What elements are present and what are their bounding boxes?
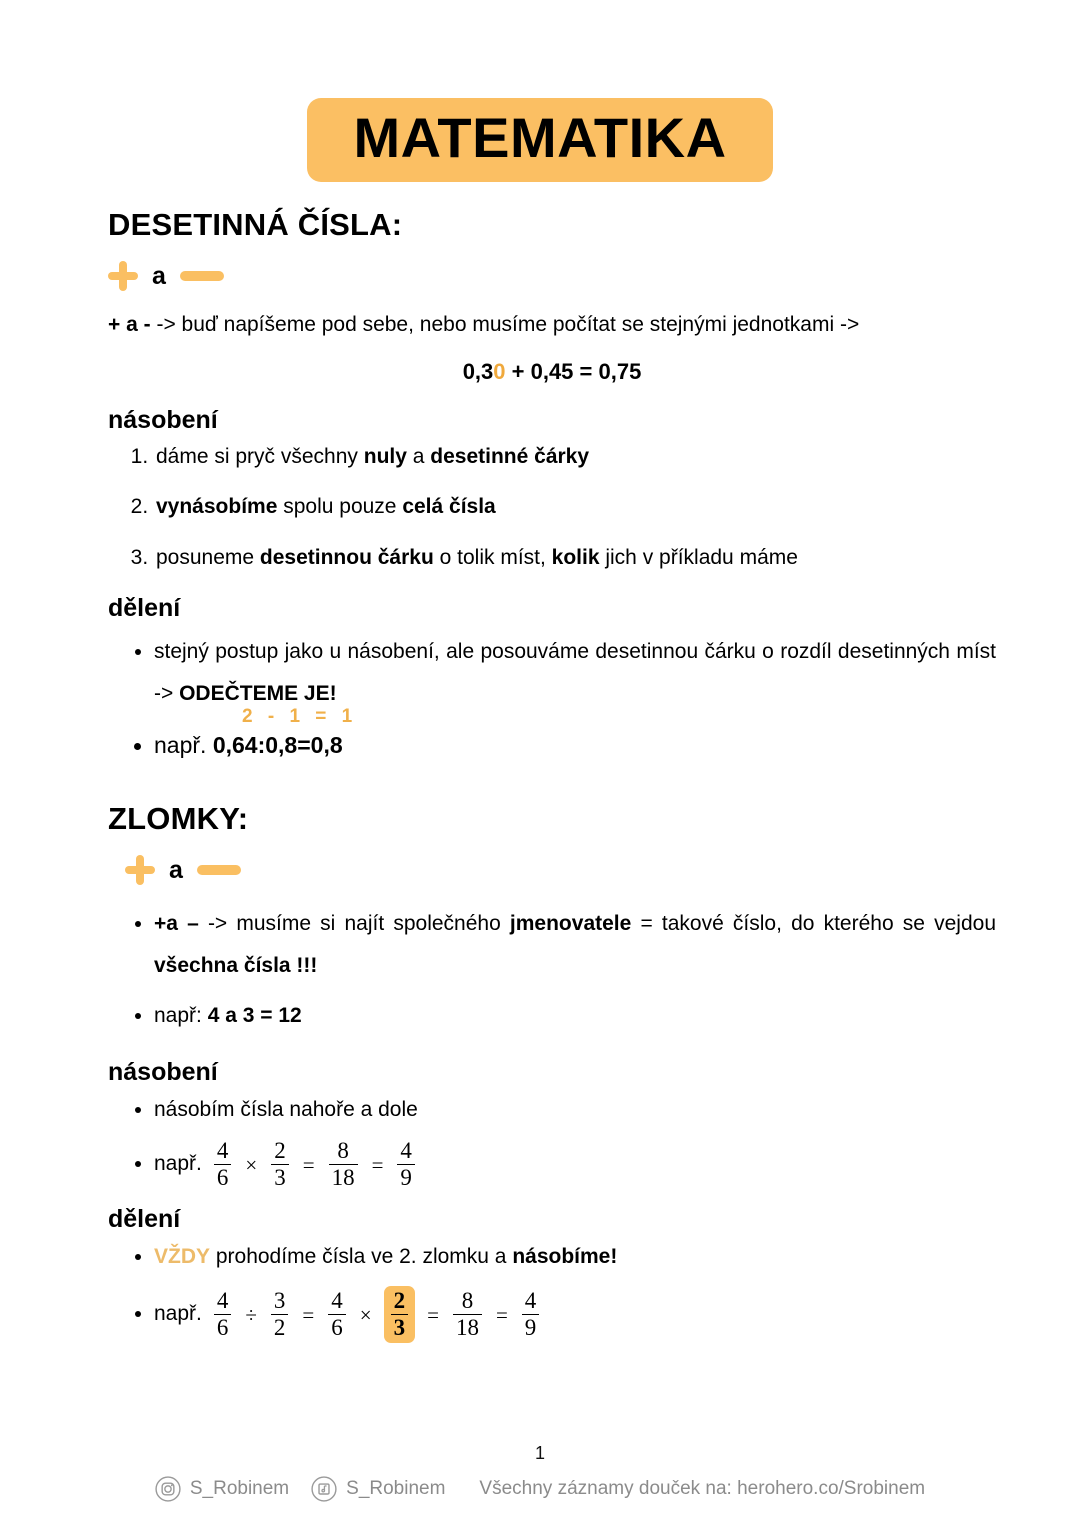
step-text: jich v příkladu máme — [599, 545, 798, 569]
math-operator: ÷ — [245, 1302, 257, 1327]
rule-bold: 4 a 3 = 12 — [207, 1004, 302, 1028]
rule-text: = takové číslo, do kterého se vejdou — [631, 912, 996, 936]
conjunction-label: a — [152, 261, 166, 290]
example-value: 0,64:0,8=0,8 — [212, 731, 343, 758]
rule-text: -> musíme si najít společného — [207, 912, 510, 936]
fractions-add-list — [108, 903, 996, 1031]
subheading-decimals-multiply: násobení — [108, 405, 218, 434]
equation-before: 0,3 — [462, 358, 494, 384]
decimals-rule-text: -> buď napíšeme pod sebe, nebo musíme počítat se stejnými jednotkami -> — [156, 313, 860, 337]
content-column — [108, 206, 996, 1357]
list-item — [154, 442, 996, 472]
list-item-example — [154, 705, 996, 762]
math-operator: = — [302, 1152, 315, 1177]
fraction-numerator: 4 — [216, 1288, 229, 1314]
minus-icon — [197, 865, 241, 875]
list-item-example — [154, 1139, 996, 1190]
fraction-denominator: 2 — [271, 1314, 289, 1340]
plus-minus-row-fractions — [125, 847, 996, 893]
example-label: např. — [154, 1152, 202, 1176]
fraction — [212, 1289, 234, 1340]
decimals-divide-list — [108, 631, 996, 762]
step-text: posuneme — [156, 545, 260, 569]
rule-text: např: — [154, 1004, 208, 1028]
page-title: MATEMATIKA — [307, 98, 772, 182]
fraction-denominator: 6 — [328, 1314, 346, 1340]
fraction-denominator: 3 — [391, 1314, 409, 1340]
fraction-expression-divide — [212, 1286, 541, 1343]
fraction — [212, 1139, 234, 1190]
fraction-numerator: 4 — [400, 1138, 412, 1164]
fraction-expression-multiply — [212, 1139, 417, 1190]
fraction — [269, 1289, 291, 1340]
fractions-multiply-list — [108, 1095, 996, 1191]
step-bold: desetinnou čárku — [259, 545, 434, 569]
step-text: o tolik míst, — [433, 545, 552, 569]
section-heading-fractions: ZLOMKY: — [108, 800, 249, 836]
list-item — [154, 1001, 996, 1031]
tiktok-icon — [311, 1476, 337, 1502]
fraction-denominator: 18 — [453, 1314, 482, 1340]
fraction-numerator: 4 — [216, 1138, 229, 1164]
subheading-decimals-divide: dělení — [108, 594, 181, 623]
fraction-denominator: 18 — [329, 1164, 358, 1190]
page-number: 1 — [534, 1443, 545, 1463]
title-area — [0, 98, 1080, 182]
decimals-rule-prefix: + a - — [108, 313, 157, 337]
footer — [0, 1476, 1080, 1502]
example-label: např. — [154, 1302, 202, 1326]
fraction-numerator: 4 — [524, 1288, 537, 1314]
plus-icon — [108, 261, 138, 291]
step-bold: nuly — [363, 444, 407, 468]
fraction-numerator: 2 — [393, 1288, 406, 1314]
fraction-numerator: 4 — [331, 1288, 343, 1314]
example-label: např. — [154, 731, 213, 758]
fractions-divide-list — [108, 1242, 996, 1344]
step-text: a — [406, 444, 431, 468]
rule-bold: jmenovatele — [509, 912, 632, 936]
subheading-fractions-multiply: násobení — [108, 1058, 218, 1087]
footer-instagram[interactable] — [155, 1476, 289, 1502]
equation-added-zero: 0 — [493, 358, 506, 384]
step-bold: vynásobíme — [156, 495, 278, 519]
divide-rule-bold: násobíme! — [512, 1244, 618, 1268]
conjunction-label: a — [169, 855, 183, 884]
equation-after: + 0,45 = 0,75 — [505, 358, 642, 384]
rule-bold: všechna čísla !!! — [154, 954, 318, 978]
fraction-numerator: 8 — [461, 1288, 474, 1314]
list-item — [154, 903, 996, 987]
instagram-handle: S_Robinem — [189, 1478, 290, 1499]
divide-rule-accent: VŽDY — [154, 1244, 211, 1268]
math-operator: × — [245, 1152, 258, 1177]
decimals-addsub-rule — [108, 309, 996, 341]
section-heading-decimals: DESETINNÁ ČÍSLA: — [108, 207, 403, 242]
divide-rule-text: prohodíme čísla ve 2. zlomku a — [210, 1244, 513, 1268]
decimals-multiply-steps — [108, 442, 996, 573]
plus-minus-row-decimals — [108, 253, 996, 299]
example-annotation: • 2 - 1 = 1 — [242, 705, 358, 727]
divide-rule-text: stejný postup jako u násobení, ale posouváme desetinnou čárku o rozdíl desetinných míst -> — [154, 639, 996, 705]
math-operator: × — [359, 1302, 372, 1327]
instagram-icon — [155, 1476, 181, 1502]
math-operator: = — [427, 1302, 439, 1327]
step-bold: kolik — [551, 545, 600, 569]
plus-icon — [125, 855, 155, 885]
math-operator: = — [302, 1302, 315, 1327]
divide-rule-bold: ODEČTEME JE! — [179, 681, 337, 705]
subheading-fractions-divide: dělení — [108, 1205, 181, 1234]
fraction-highlighted — [384, 1286, 416, 1343]
fraction-numerator: 3 — [273, 1288, 286, 1314]
list-item — [154, 543, 996, 573]
fraction-numerator: 8 — [337, 1138, 349, 1164]
fraction — [451, 1289, 484, 1340]
math-operator: = — [495, 1302, 508, 1327]
fraction — [269, 1139, 291, 1190]
list-item — [154, 492, 996, 522]
list-item — [154, 1095, 996, 1125]
fraction — [395, 1139, 417, 1190]
minus-icon — [180, 271, 224, 281]
fraction-denominator: 6 — [214, 1314, 232, 1340]
fraction — [327, 1139, 360, 1190]
rule-prefix: +a – — [154, 912, 208, 936]
fraction — [520, 1289, 542, 1340]
decimals-equation — [108, 359, 996, 385]
list-item — [154, 1242, 996, 1272]
fraction-denominator: 9 — [522, 1314, 540, 1340]
fraction-numerator: 2 — [274, 1138, 286, 1164]
fraction — [326, 1289, 348, 1340]
fraction-denominator: 3 — [271, 1164, 289, 1190]
step-bold: celá čísla — [402, 495, 496, 519]
list-item-example — [154, 1286, 996, 1343]
fraction-denominator: 6 — [214, 1164, 232, 1190]
footer-note: Všechny záznamy douček na: herohero.co/Srobinem — [479, 1478, 926, 1499]
step-text: spolu pouze — [277, 495, 403, 519]
step-text: dáme si pryč všechny — [156, 444, 364, 468]
multiply-rule-text: násobím čísla nahoře a dole — [154, 1097, 418, 1121]
tiktok-handle: S_Robinem — [346, 1478, 446, 1499]
footer-tiktok[interactable] — [311, 1476, 445, 1502]
step-bold: desetinné čárky — [430, 444, 590, 468]
fraction-denominator: 9 — [397, 1164, 415, 1190]
math-operator: = — [371, 1152, 384, 1177]
